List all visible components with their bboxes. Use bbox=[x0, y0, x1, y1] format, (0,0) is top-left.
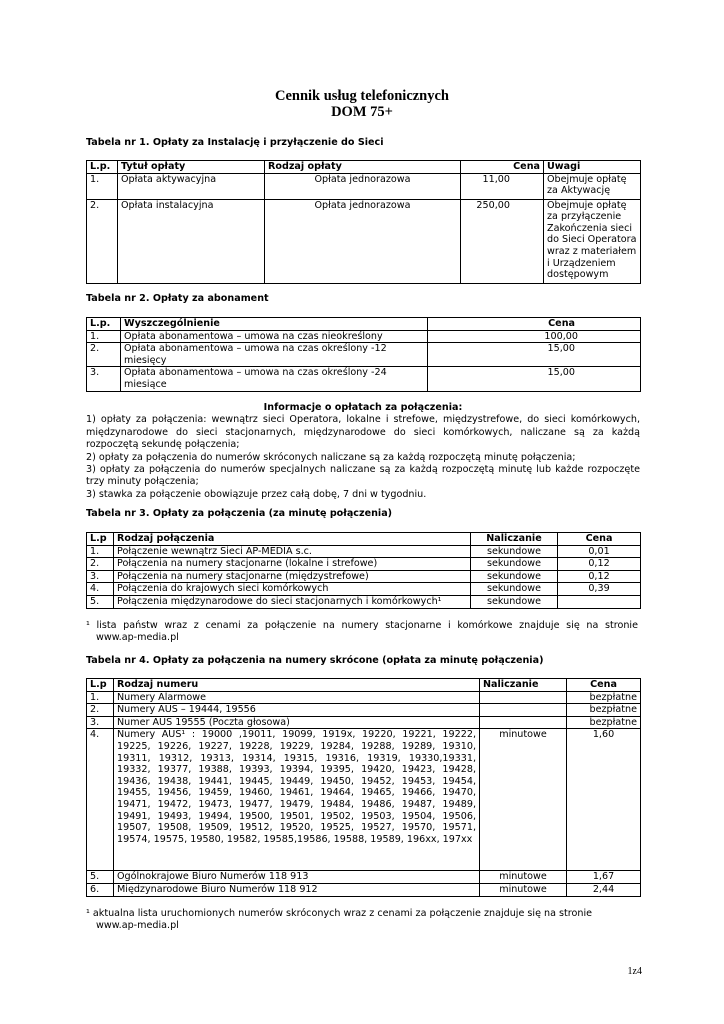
cell-billing: sekundowe bbox=[471, 595, 558, 608]
cell-price: bezpłatne bbox=[567, 716, 641, 729]
cell-price bbox=[558, 595, 641, 608]
cell-price: 0,39 bbox=[558, 583, 641, 596]
cell-lp: 5. bbox=[87, 871, 114, 884]
page-number: 1z4 bbox=[627, 966, 642, 977]
table4-footnote-link[interactable]: www.ap-media.pl bbox=[96, 920, 179, 932]
table3-header-kind: Rodzaj połączenia bbox=[114, 533, 471, 546]
table4-header-price: Cena bbox=[567, 679, 641, 692]
table-row bbox=[87, 367, 641, 391]
table4 bbox=[86, 678, 641, 897]
table4-header-row bbox=[87, 679, 641, 692]
cell-lp: 1. bbox=[87, 330, 121, 343]
table3-footnote-line-1: ¹ lista państw wraz z cenami za połączenie na numery stacjonarne i komórkowe znajduje się na stronie bbox=[86, 620, 638, 631]
cell-billing: minutowe bbox=[480, 729, 567, 871]
info-paragraph-2: 2) opłaty za połączenia do numerów skróconych naliczane są za każdą rozpoczętą minutę połączenia; bbox=[86, 451, 576, 463]
cell-item: Opłata abonamentowa – umowa na czas określony -12 miesięcy bbox=[121, 343, 428, 367]
table-row bbox=[87, 871, 641, 884]
cell-kind: Numery AUS¹ : 19000 ,19011, 19099, 1919x, 19220, 19221, 19222, 19225, 19226, 19227, 19228, 19229, 19284, 19288, 19289, 19310, 19311, 19312, 19313, 19314, 19315, 19316, 19319, 19330,19331, 19332, 19377, 19388, 19393, 19394, 19395, 19420, 19423, 19428, 19436, 19438, 19441, 19445, 19449, 19450, 19452, 19453, 19454, 19455, 19456, 19459, 19460, 19461, 19464, 19465, 19466, 19470, 19471, 19472, 19473, 19477, 19479, 19484, 19486, 19487, 19489, 19491, 19493, 19494, 19500, 19501, 19502, 19503, 19504, 19506, 19507, 19508, 19509, 19512, 19520, 19525, 19527, 19570, 19571, 19574, 19575, 19580, 19582, 19585,19586, 19588, 19589, 196xx, 197xx bbox=[114, 729, 480, 871]
table-row bbox=[87, 570, 641, 583]
table-row bbox=[87, 583, 641, 596]
cell-price: 2,44 bbox=[567, 883, 641, 896]
cell-billing: minutowe bbox=[480, 871, 567, 884]
table-row bbox=[87, 173, 641, 199]
cell-lp: 1. bbox=[87, 545, 114, 558]
table2-header-item: Wyszczególnienie bbox=[121, 318, 428, 331]
cell-lp: 3. bbox=[87, 716, 114, 729]
table-row bbox=[87, 704, 641, 717]
cell-lp: 2. bbox=[87, 704, 114, 717]
document-title bbox=[0, 88, 724, 120]
cell-price: bezpłatne bbox=[567, 704, 641, 717]
info-paragraph-4: 3) stawka za połączenie obowiązuje przez całą dobę, 7 dni w tygodniu. bbox=[86, 488, 427, 500]
cell-type: Opłata jednorazowa bbox=[265, 199, 461, 283]
cell-note: Obejmuje opłatę za Aktywację bbox=[544, 173, 641, 199]
cell-billing: sekundowe bbox=[471, 570, 558, 583]
cell-kind: Połączenia na numery stacjonarne (międzystrefowe) bbox=[114, 570, 471, 583]
cell-price: 15,00 bbox=[428, 367, 641, 391]
table3-header-lp: L.p bbox=[87, 533, 114, 546]
title-line-2: DOM 75+ bbox=[331, 104, 393, 120]
cell-lp: 6. bbox=[87, 883, 114, 896]
cell-lp: 3. bbox=[87, 367, 121, 391]
table1-header-row bbox=[87, 161, 641, 174]
table1-header-title: Tytuł opłaty bbox=[118, 161, 265, 174]
cell-price: 15,00 bbox=[428, 343, 641, 367]
cell-kind: Numery Alarmowe bbox=[114, 691, 480, 704]
cell-lp: 5. bbox=[87, 595, 114, 608]
table2-header-price: Cena bbox=[428, 318, 641, 331]
table4-caption: Tabela nr 4. Opłaty za połączenia na numery skrócone (opłata za minutę połączenia) bbox=[86, 655, 544, 666]
table1-header-note: Uwagi bbox=[544, 161, 641, 174]
table-row bbox=[87, 199, 641, 283]
cell-kind: Numery AUS – 19444, 19556 bbox=[114, 704, 480, 717]
cell-title: Opłata aktywacyjna bbox=[118, 173, 265, 199]
table-row bbox=[87, 330, 641, 343]
table3-header-row bbox=[87, 533, 641, 546]
info-paragraph-1: 1) opłaty za połączenia: wewnątrz sieci Operatora, lokalne i strefowe, międzystrefowe, do sieci komórkowych, międzynarodowe do sieci stacjonarnych, międzynarodowe do sieci komórkowych, naliczane są za każdą rozpoczętą sekundę połączenia; bbox=[86, 414, 640, 451]
cell-price: 100,00 bbox=[428, 330, 641, 343]
cell-kind: Ogólnokrajowe Biuro Numerów 118 913 bbox=[114, 871, 480, 884]
cell-lp: 4. bbox=[87, 583, 114, 596]
cell-item: Opłata abonamentowa – umowa na czas określony -24 miesiące bbox=[121, 367, 428, 391]
table1-header-price: Cena bbox=[461, 161, 544, 174]
cell-item: Opłata abonamentowa – umowa na czas nieokreślony bbox=[121, 330, 428, 343]
table3-caption: Tabela nr 3. Opłaty za połączenia (za minutę połączenia) bbox=[86, 508, 393, 519]
table-row bbox=[87, 343, 641, 367]
table3 bbox=[86, 532, 641, 609]
cell-lp: 4. bbox=[87, 729, 114, 871]
cell-kind: Połączenia na numery stacjonarne (lokalne i strefowe) bbox=[114, 558, 471, 571]
cell-lp: 1. bbox=[87, 691, 114, 704]
table-row bbox=[87, 595, 641, 608]
table2-header-lp: L.p. bbox=[87, 318, 121, 331]
cell-price: 1,60 bbox=[567, 729, 641, 871]
cell-type: Opłata jednorazowa bbox=[265, 173, 461, 199]
table1-header-type: Rodzaj opłaty bbox=[265, 161, 461, 174]
table4-footnote bbox=[86, 908, 638, 933]
table4-footnote-line-1: ¹ aktualna lista uruchomionych numerów skróconych wraz z cenami za połączenie znajduje się na stronie bbox=[86, 908, 593, 919]
cell-price: 1,67 bbox=[567, 871, 641, 884]
cell-kind: Połączenie wewnątrz Sieci AP-MEDIA s.c. bbox=[114, 545, 471, 558]
table1-caption: Tabela nr 1. Opłaty za Instalację i przyłączenie do Sieci bbox=[86, 137, 384, 148]
pricing-info bbox=[86, 402, 640, 501]
table3-header-price: Cena bbox=[558, 533, 641, 546]
table-row bbox=[87, 545, 641, 558]
table2-header-row bbox=[87, 318, 641, 331]
table4-header-kind: Rodzaj numeru bbox=[114, 679, 480, 692]
table3-header-billing: Naliczanie bbox=[471, 533, 558, 546]
cell-kind: Numer AUS 19555 (Poczta głosowa) bbox=[114, 716, 480, 729]
cell-lp: 3. bbox=[87, 570, 114, 583]
info-heading: Informacje o opłatach za połączenia: bbox=[263, 402, 463, 413]
table1-header-lp: L.p. bbox=[87, 161, 118, 174]
info-paragraph-3: 3) opłaty za połączenia do numerów specjalnych naliczane są za każdą rozpoczętą minutę lub każde rozpoczęte trzy minuty połączenia; bbox=[86, 464, 640, 488]
table-row bbox=[87, 883, 641, 896]
cell-billing: sekundowe bbox=[471, 583, 558, 596]
cell-billing: minutowe bbox=[480, 883, 567, 896]
table2-caption: Tabela nr 2. Opłaty za abonament bbox=[86, 293, 269, 304]
title-line-1: Cennik usług telefonicznych bbox=[274, 88, 449, 104]
cell-lp: 1. bbox=[87, 173, 118, 199]
cell-kind: Połączenia do krajowych sieci komórkowych bbox=[114, 583, 471, 596]
cell-billing bbox=[480, 716, 567, 729]
table4-header-billing: Naliczanie bbox=[480, 679, 567, 692]
cell-billing bbox=[480, 691, 567, 704]
cell-price: 250,00 bbox=[461, 199, 544, 283]
cell-title: Opłata instalacyjna bbox=[118, 199, 265, 283]
table1 bbox=[86, 160, 641, 284]
cell-kind: Międzynarodowe Biuro Numerów 118 912 bbox=[114, 883, 480, 896]
cell-lp: 2. bbox=[87, 558, 114, 571]
table3-footnote bbox=[86, 620, 638, 645]
cell-billing bbox=[480, 704, 567, 717]
table-row bbox=[87, 558, 641, 571]
cell-price: 0,01 bbox=[558, 545, 641, 558]
cell-note: Obejmuje opłatę za przyłączenie Zakończenia sieci do Sieci Operatora wraz z materiałem i Urządzeniem dostępowym bbox=[544, 199, 641, 283]
cell-price: bezpłatne bbox=[567, 691, 641, 704]
table-row bbox=[87, 716, 641, 729]
cell-billing: sekundowe bbox=[471, 558, 558, 571]
cell-lp: 2. bbox=[87, 199, 118, 283]
table4-header-lp: L.p bbox=[87, 679, 114, 692]
cell-price: 0,12 bbox=[558, 570, 641, 583]
table-row bbox=[87, 691, 641, 704]
cell-price: 11,00 bbox=[461, 173, 544, 199]
cell-kind: Połączenia międzynarodowe do sieci stacjonarnych i komórkowych¹ bbox=[114, 595, 471, 608]
table3-footnote-link[interactable]: www.ap-media.pl bbox=[96, 632, 179, 644]
cell-price: 0,12 bbox=[558, 558, 641, 571]
table2 bbox=[86, 317, 641, 392]
cell-lp: 2. bbox=[87, 343, 121, 367]
table-row bbox=[87, 729, 641, 871]
cell-billing: sekundowe bbox=[471, 545, 558, 558]
